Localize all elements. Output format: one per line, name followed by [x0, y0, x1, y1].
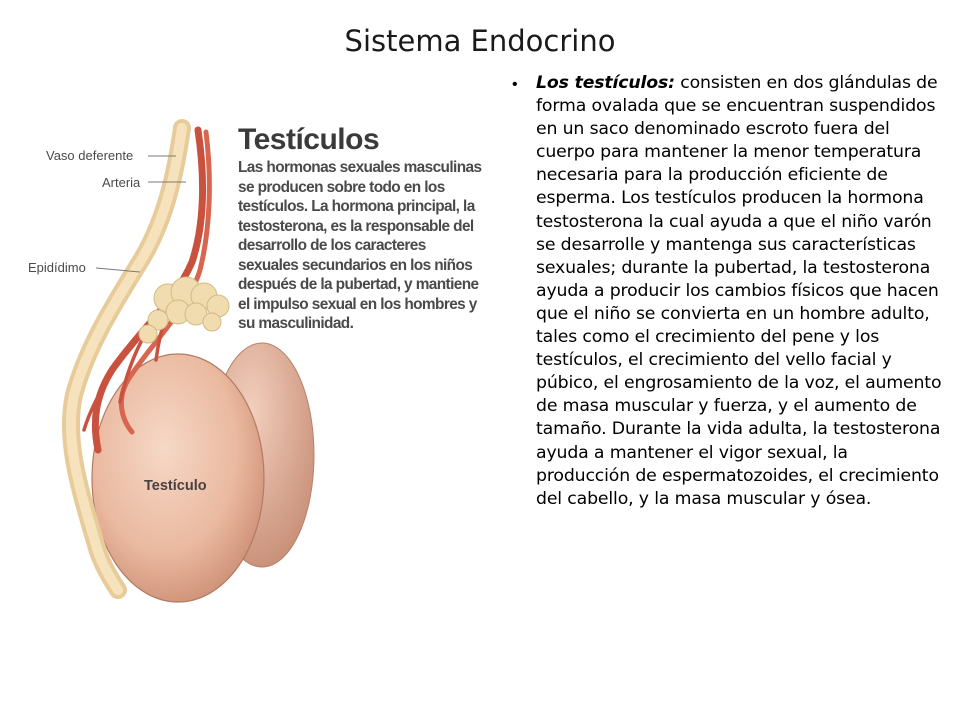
label-vas-deferens: Vaso deferente: [46, 148, 134, 163]
epididymis-shape: [139, 277, 229, 343]
label-testis: Testículo: [144, 478, 207, 494]
bullet-marker: •: [512, 76, 518, 93]
body-paragraph: [536, 72, 944, 511]
figure-caption: Las hormonas sexuales masculinas se producen sobre todo en los testículos. La hormona principal, la testosterona, es la responsable del desarrollo de los caracteres sexuales secundarios en los niños después de la pubertad, y mantiene el impulso sexual en los hombres y su masculinidad.: [238, 159, 482, 332]
paragraph-text: consisten en dos glándulas de forma ovalada que se encuentran suspendidos en un saco denominado escroto fuera del cuerpo para mantener la menor temperatura necesaria para la producción eficiente de esperma. Los testículos producen la hormona testosterona la cual ayuda a que el niño varón se desarrolle y mantenga sus características sexuales; durante la pubertad, la testosterona ayuda a producir los cambios físicos que hacen que el niño se convierta en un hombre adulto, tales como el crecimiento del pene y los testículos, el crecimiento del vello facial y púbico, el engrosamiento de la voz, el aumento de masa muscular y fuerza, y el aumento de tamaño. Durante la vida adulta, la testosterona ayuda a mantener el vigor sexual, la producción de espermatozoides, el crecimiento del cabello, y la masa muscular y ósea.: [536, 73, 942, 509]
figure-heading: Testículos: [238, 123, 380, 156]
label-artery: Arteria: [102, 175, 141, 190]
slide-title: Sistema Endocrino: [344, 24, 616, 58]
label-epididymis: Epidídimo: [28, 260, 86, 275]
paragraph-lead: Los testículos:: [536, 73, 675, 93]
